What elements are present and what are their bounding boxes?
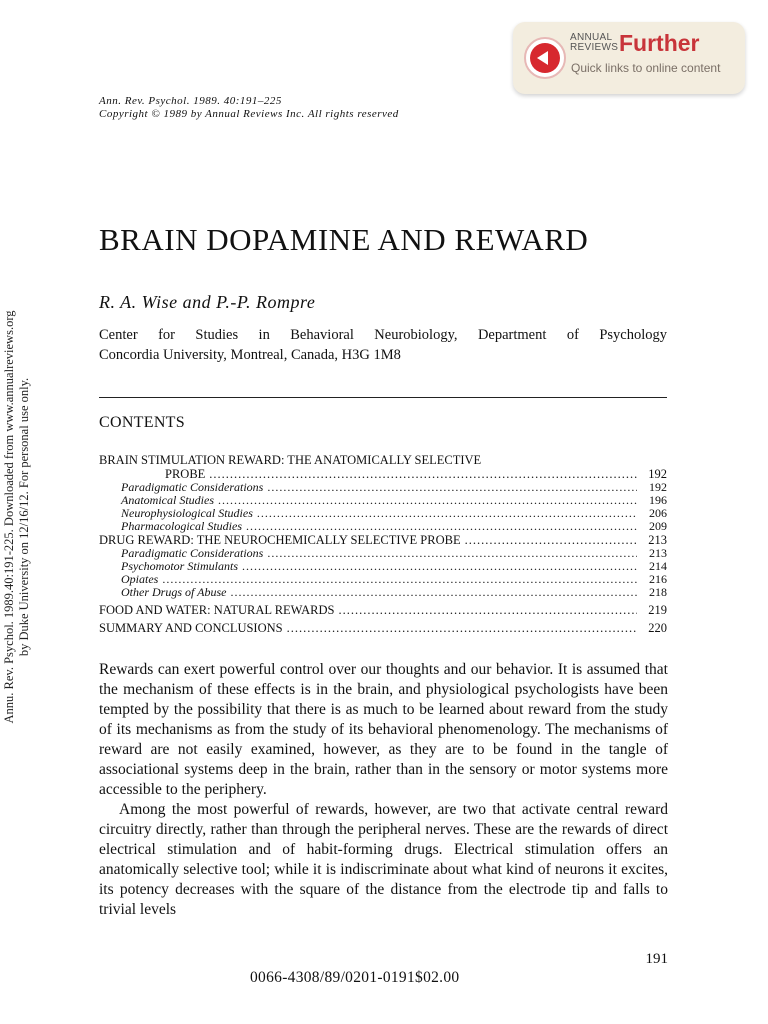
toc-item[interactable]: Anatomical Studies ..... 196 [99, 494, 667, 507]
badge-further-label: Further [619, 30, 700, 56]
toc-item[interactable]: Neurophysiological Studies ..... 206 [99, 507, 667, 520]
journal-citation [99, 95, 399, 121]
citation-line: Ann. Rev. Psychol. 1989. 40:191–225 [99, 95, 282, 107]
toc-item[interactable]: Other Drugs of Abuse ..... 218 [99, 586, 667, 599]
contents-heading: CONTENTS [99, 414, 185, 431]
watermark-line-1: Annu. Rev. Psychol. 1989.40:191-225. Downloaded from www.annualreviews.org [2, 310, 16, 724]
toc-item[interactable]: Psychomotor Stimulants ..... 214 [99, 560, 667, 573]
toc-item[interactable]: Paradigmatic Considerations ..... 192 [99, 481, 667, 494]
toc-item[interactable]: Pharmacological Studies ..... 209 [99, 520, 667, 533]
back-arrow-circle-icon [523, 36, 567, 80]
affiliation-line-1: Center for Studies in Behavioral Neurobiology, Department of Psychology [99, 327, 667, 343]
toc-section-label: PROBE [165, 467, 206, 481]
body-paragraph-1: Rewards can exert powerful control over our thoughts and our behavior. It is assumed that the mechanism of these effects is in the brain, and physiological psychologists have been tempted by the possibility that there is as much to be learned about reward from the study of its mechanisms as from the study of its behavioral phenomenology. The mechanisms of reward are not easily examined, however, as they are to be found in the tangle of associational systems deep in the brain, rather than in the sensory or motor systems more accessible to the periphery. [99, 661, 668, 798]
toc-item[interactable]: Opiates ..... 216 [99, 573, 667, 586]
annual-reviews-further-badge[interactable] [513, 22, 745, 94]
author-affiliation [99, 325, 667, 365]
table-of-contents [99, 453, 667, 635]
badge-subtitle: Quick links to online content [571, 61, 721, 75]
copyright-line: Copyright © 1989 by Annual Reviews Inc. All rights reserved [99, 108, 399, 120]
download-watermark [2, 287, 32, 747]
page-number: 191 [645, 951, 668, 967]
section-divider [99, 397, 667, 398]
toc-page-number: 192 [648, 467, 667, 481]
badge-reviews-label: REVIEWS [570, 42, 619, 53]
badge-annual-label: ANNUAL [570, 32, 613, 43]
article-authors: R. A. Wise and P.-P. Rompre [99, 292, 316, 312]
toc-section-2[interactable]: DRUG REWARD: THE NEUROCHEMICALLY SELECTIVE PROBE ..... 213 [99, 533, 667, 547]
toc-section-3[interactable]: FOOD AND WATER: NATURAL REWARDS ..... 219 [99, 603, 667, 617]
publication-code: 0066-4308/89/0201-0191$02.00 [250, 969, 460, 986]
toc-item[interactable]: Paradigmatic Considerations ..... 213 [99, 547, 667, 560]
toc-section-1-line-1: BRAIN STIMULATION REWARD: THE ANATOMICALLY SELECTIVE [99, 453, 482, 467]
affiliation-line-2: Concordia University, Montreal, Canada, H3G 1M8 [99, 347, 401, 363]
watermark-line-2: by Duke University on 12/16/12. For personal use only. [17, 377, 31, 657]
article-title: BRAIN DOPAMINE AND REWARD [99, 222, 589, 257]
toc-section-1[interactable] [99, 467, 667, 481]
article-body [99, 660, 668, 920]
body-paragraph-2: Among the most powerful of rewards, however, are two that activate central reward circuitry directly, rather than through the peripheral nerves. These are the rewards of direct electrical stimulation and of habit-forming drugs. Electrical stimulation offers an anatomically selective tool; while it is indiscriminate about what kind of neurons it excites, its potency decreases with the square of the distance from the electrode tip and falls to trivial levels [99, 801, 668, 918]
toc-section-4[interactable]: SUMMARY AND CONCLUSIONS ..... 220 [99, 621, 667, 635]
